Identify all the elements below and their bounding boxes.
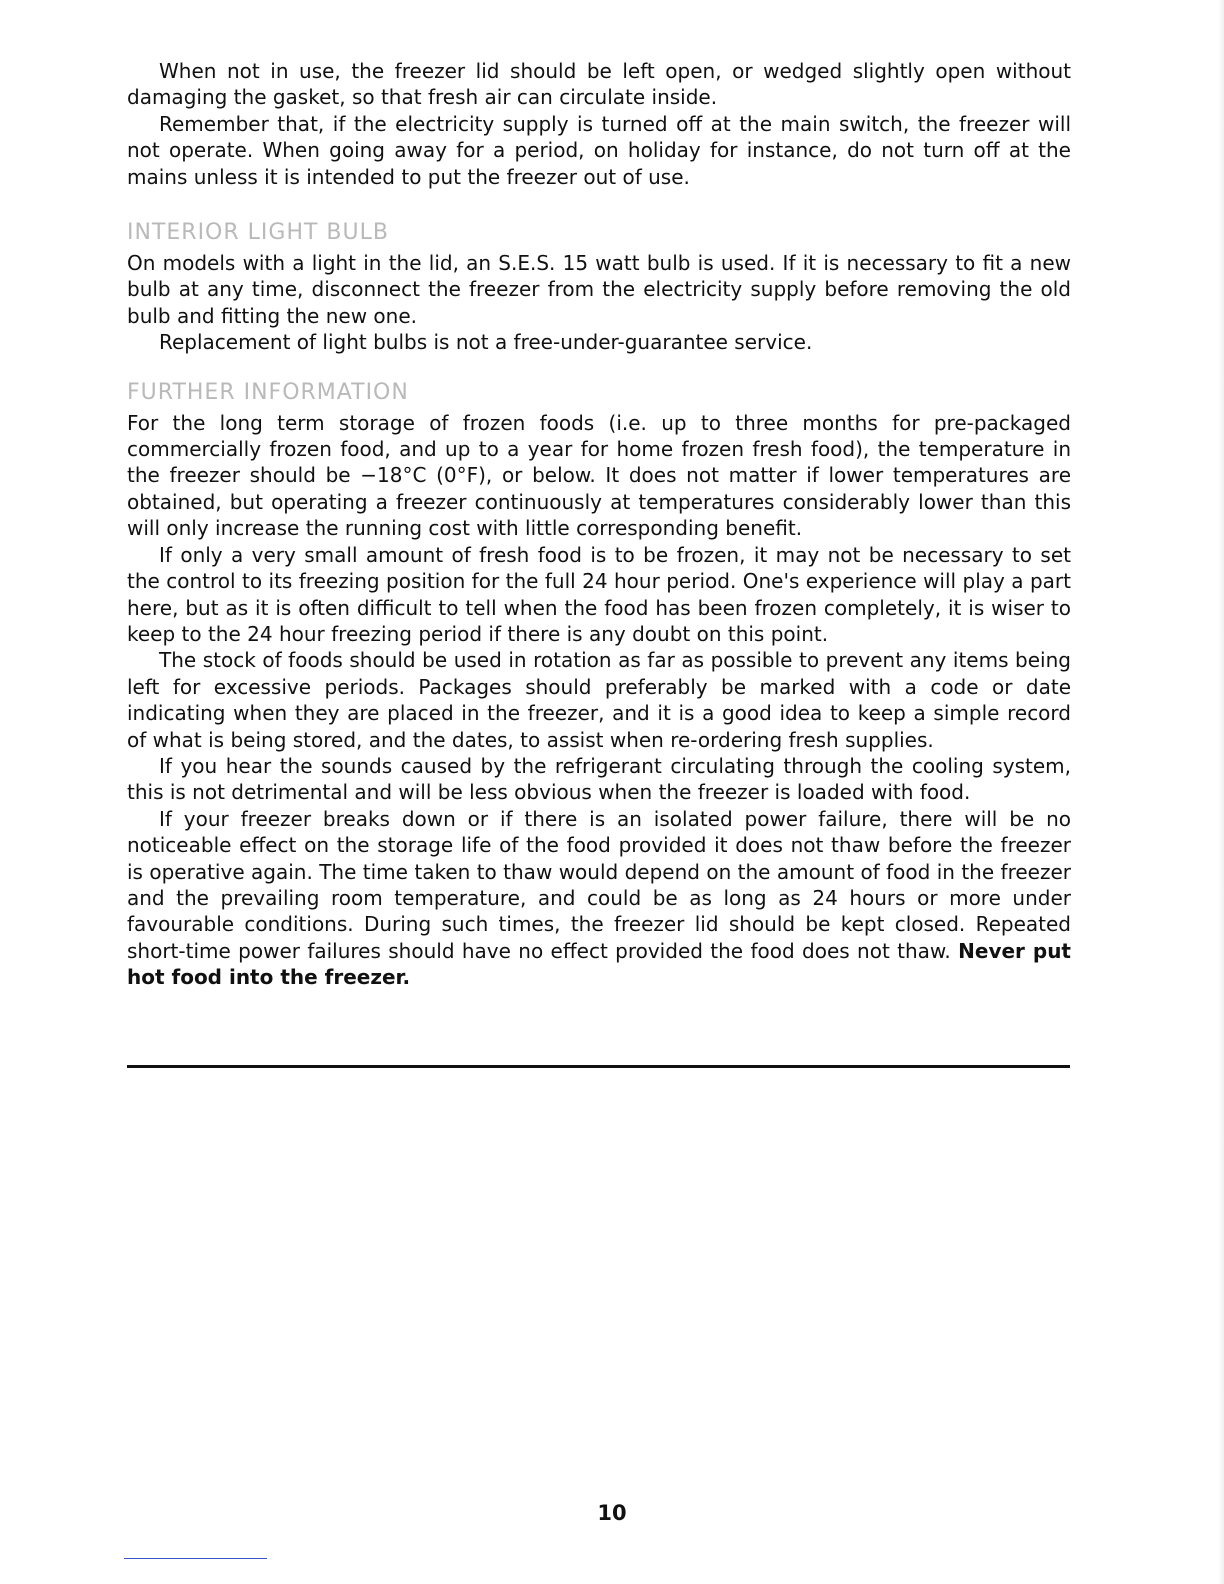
intro-paragraph-2: Remember that, if the electricity supply is turned off at the main switch, the freezer will not operate. When going away for a period, on holiday for instance, do not turn off at the mains unless it is intended to put the freezer out of use. bbox=[127, 111, 1071, 189]
interior-light-bulb-heading: INTERIOR LIGHT BULB bbox=[127, 220, 389, 246]
page-edge-shadow bbox=[1218, 0, 1224, 1584]
intro-paragraph-1: When not in use, the freezer lid should be left open, or wedged slightly open without damaging the gasket, so that fresh air can circulate inside. bbox=[127, 59, 1071, 110]
hot-food-warning: Never put hot food into the freezer. bbox=[127, 938, 1071, 990]
further-information-paragraph-1: For the long term storage of frozen foods (i.e. up to three months for pre-packaged commercially frozen food, and up to a year for home frozen fresh food), the temperature in the freezer should be −18°C (0°F), or below. It does not matter if lower temperatures are obtained, but operating a freezer continuously at temperatures considerably lower than this will only increase the running cost with little corresponding benefit. bbox=[127, 410, 1071, 541]
further-information-paragraph-3: The stock of foods should be used in rotation as far as possible to prevent any items being left for excessive periods. Packages should preferably be marked with a code or date indicating when they are placed in the freezer, and it is a good idea to keep a simple record of what is being stored, and the dates, to assist when re-ordering fresh supplies. bbox=[127, 648, 1071, 752]
section-spacer bbox=[127, 356, 1071, 376]
section-divider-rule bbox=[127, 1065, 1070, 1068]
further-information-heading: FURTHER INFORMATION bbox=[127, 379, 409, 405]
further-information-paragraph-5 bbox=[127, 806, 1071, 991]
interior-light-bulb-paragraph-1: On models with a light in the lid, an S.E.S. 15 watt bulb is used. If it is necessary to fit a new bulb at any time, disconnect the freezer from the electricity supply before removing the old bulb and fitting the new one. bbox=[127, 251, 1071, 328]
document-body bbox=[127, 58, 1071, 991]
interior-light-bulb-paragraph-2: Replacement of light bulbs is not a free-under-guarantee service. bbox=[159, 330, 813, 355]
power-failure-text: If your freezer breaks down or if there is an isolated power failure, there will be no noticeable effect on the storage life of the food provided it does not thaw before the freezer is operative again. The time taken to thaw would depend on the amount of food in the freezer and the prevailing room temperature, and could be as long as 24 hours or more under favourable conditions. During such times, the freezer lid should be kept closed. Repeated short-time power failures should have no effect provided the food does not thaw. bbox=[127, 806, 1071, 963]
section-spacer bbox=[127, 190, 1071, 216]
footer-underline-mark bbox=[124, 1558, 267, 1559]
further-information-paragraph-2: If only a very small amount of fresh food is to be frozen, it may not be necessary to set the control to its freezing position for the full 24 hour period. One's experience will play a part here, but as it is often difficult to tell when the food has been frozen completely, it is wiser to keep to the 24 hour freezing period if there is any doubt on this point. bbox=[127, 542, 1071, 646]
page-number: 10 bbox=[597, 1501, 627, 1525]
further-information-paragraph-4: If you hear the sounds caused by the refrigerant circulating through the cooling system, this is not detrimental and will be less obvious when the freezer is loaded with food. bbox=[127, 753, 1071, 805]
